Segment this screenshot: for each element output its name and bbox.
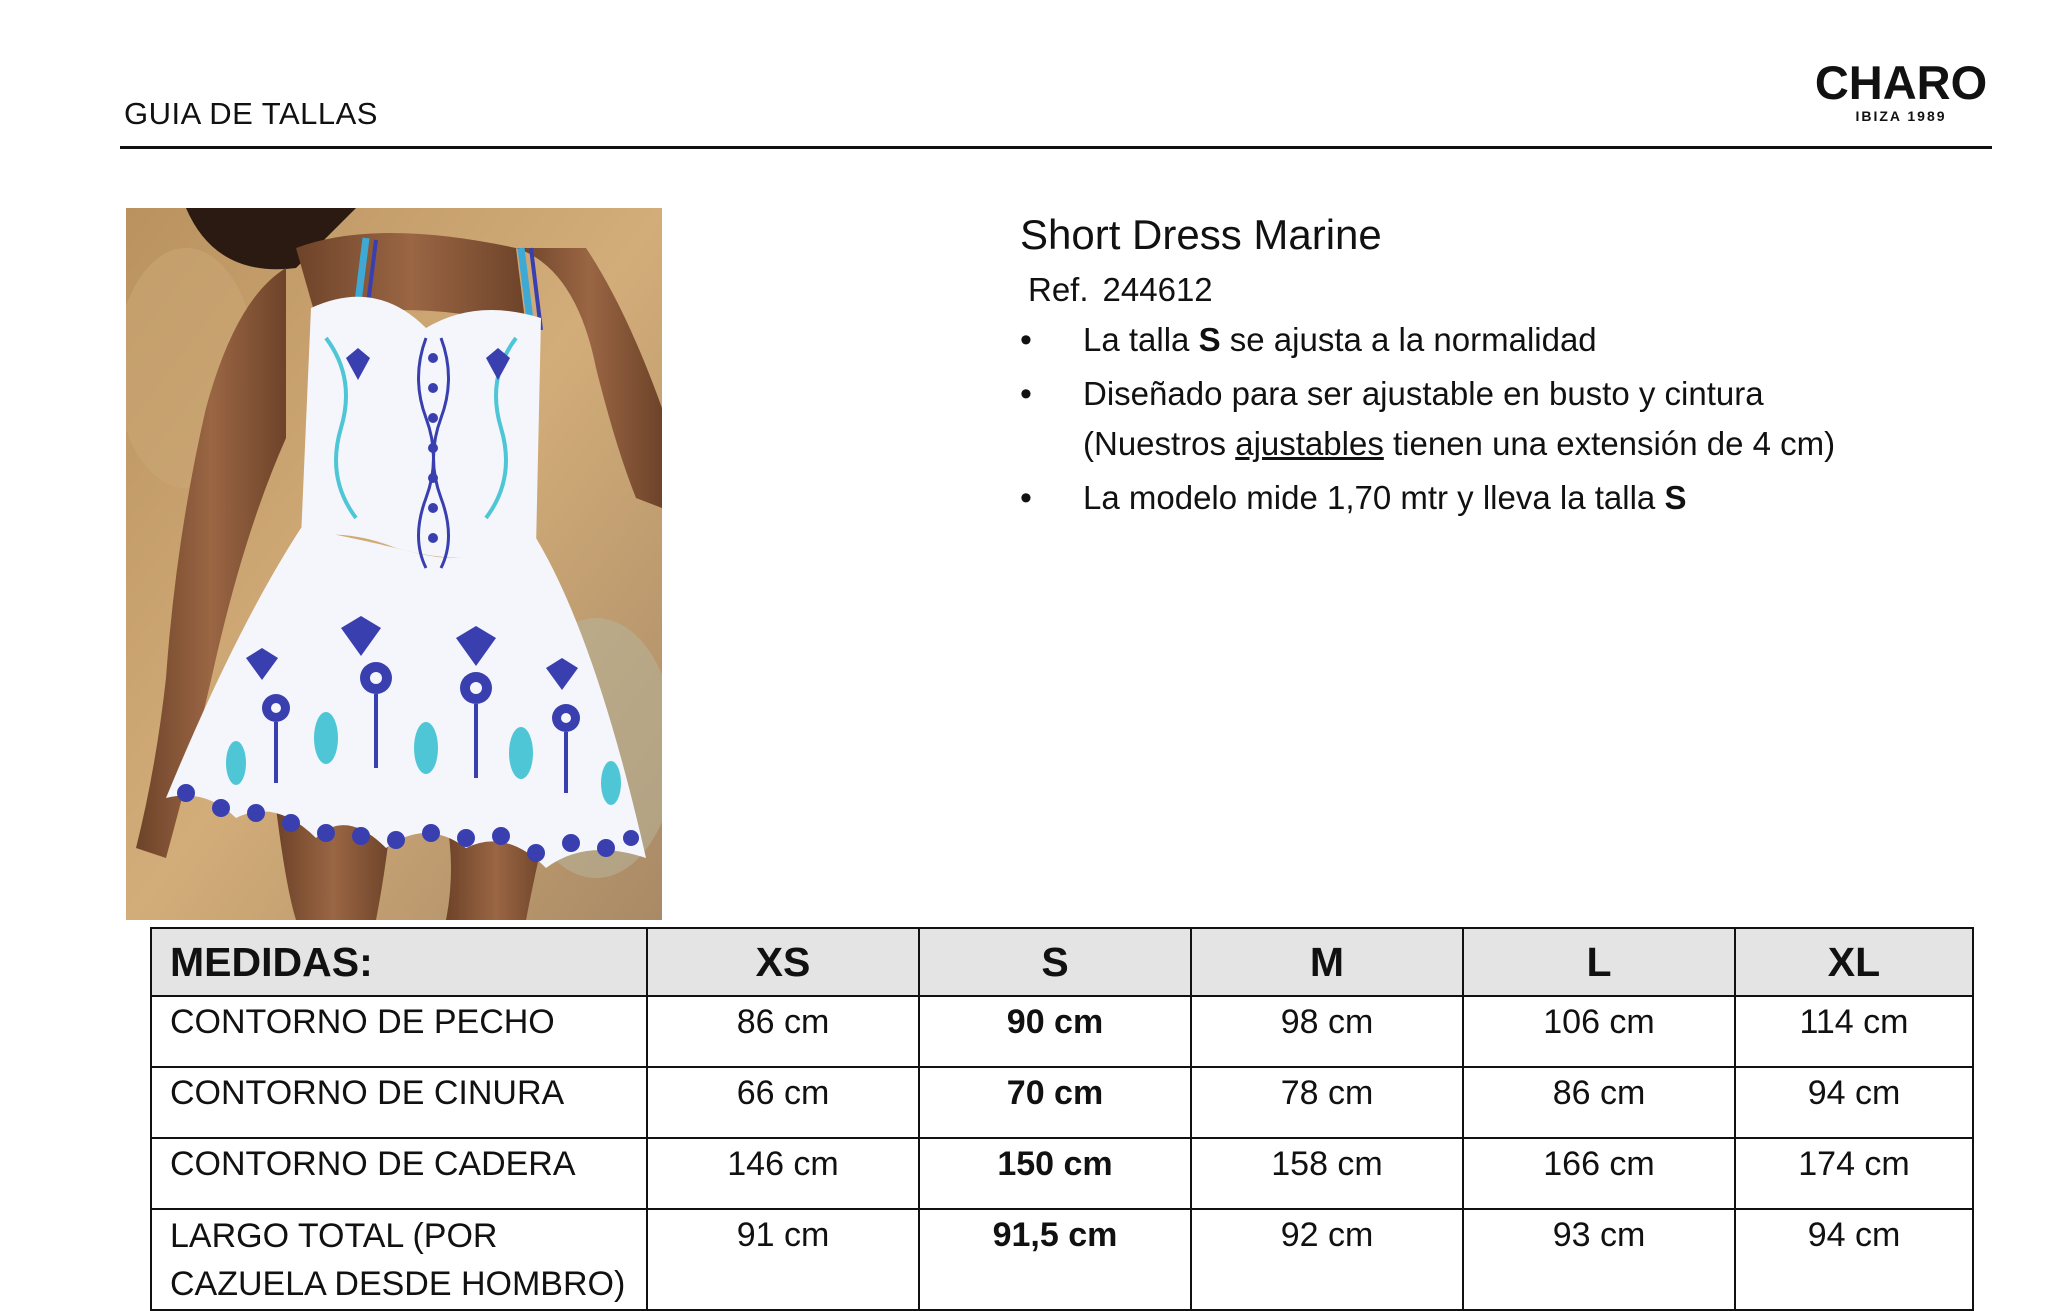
header-size-xs: XS — [647, 928, 919, 996]
header-size-xl: XL — [1735, 928, 1973, 996]
cell-hip-xl: 174 cm — [1735, 1138, 1973, 1209]
cell-waist-xl: 94 cm — [1735, 1067, 1973, 1138]
note-adjustable-underlined: ajustables — [1235, 425, 1384, 462]
note-fit-text-post: se ajusta a la normalidad — [1220, 321, 1597, 358]
note-adjustable — [1020, 369, 1980, 469]
header-size-l: L — [1463, 928, 1735, 996]
product-name: Short Dress Marine — [1020, 211, 1382, 258]
cell-length-l: 93 cm — [1463, 1209, 1735, 1310]
product-notes — [1020, 315, 1980, 523]
size-chart-table — [150, 927, 1974, 1311]
header-divider — [120, 146, 1992, 149]
logo-tagline: IBIZA 1989 — [1855, 108, 1947, 124]
row-label-length — [151, 1209, 647, 1310]
cell-hip-l: 166 cm — [1463, 1138, 1735, 1209]
header-measures: MEDIDAS: — [151, 928, 647, 996]
dress-photo — [126, 208, 662, 920]
product-reference — [1020, 265, 1980, 315]
cell-hip-m: 158 cm — [1191, 1138, 1463, 1209]
cell-waist-l: 86 cm — [1463, 1067, 1735, 1138]
cell-chest-l: 106 cm — [1463, 996, 1735, 1067]
header-size-m: M — [1191, 928, 1463, 996]
note-adjustable-line2-post: tienen una extensión de 4 cm) — [1383, 425, 1836, 462]
row-label-length-line2: CAZUELA DESDE HOMBRO) — [170, 1265, 626, 1303]
cell-chest-m: 98 cm — [1191, 996, 1463, 1067]
row-label-waist: CONTORNO DE CINURA — [151, 1067, 647, 1138]
note-adjustable-line2-pre: (Nuestros — [1083, 425, 1236, 462]
brand-logo — [1812, 56, 1990, 124]
note-fit — [1020, 315, 1980, 365]
table-row — [151, 996, 1973, 1067]
cell-waist-xs: 66 cm — [647, 1067, 919, 1138]
product-info — [1020, 205, 1980, 523]
row-label-hip: CONTORNO DE CADERA — [151, 1138, 647, 1209]
note-model — [1020, 473, 1980, 523]
cell-chest-s: 90 cm — [919, 996, 1191, 1067]
note-model-text: La modelo mide 1,70 mtr y lleva la talla — [1083, 479, 1665, 516]
table-row — [151, 1067, 1973, 1138]
cell-length-xs: 91 cm — [647, 1209, 919, 1310]
note-model-size: S — [1664, 479, 1687, 516]
cell-length-m: 92 cm — [1191, 1209, 1463, 1310]
header-size-s: S — [919, 928, 1191, 996]
cell-hip-s: 150 cm — [919, 1138, 1191, 1209]
cell-waist-m: 78 cm — [1191, 1067, 1463, 1138]
cell-hip-xs: 146 cm — [647, 1138, 919, 1209]
note-adjustable-line2 — [1083, 419, 1980, 469]
note-fit-text-pre: La talla — [1083, 321, 1199, 358]
note-fit-size: S — [1198, 321, 1221, 358]
table-header-row — [151, 928, 1973, 996]
table-row — [151, 1209, 1973, 1310]
row-label-chest: CONTORNO DE PECHO — [151, 996, 647, 1067]
table-row — [151, 1138, 1973, 1209]
cell-length-xl: 94 cm — [1735, 1209, 1973, 1310]
ref-number: 244612 — [1102, 271, 1213, 308]
cell-length-s: 91,5 cm — [919, 1209, 1191, 1310]
cell-chest-xs: 86 cm — [647, 996, 919, 1067]
page-title: GUIA DE TALLAS — [124, 96, 378, 131]
note-adjustable-line1: • Diseñado para ser ajustable en busto y cintura — [1083, 375, 1764, 412]
cell-waist-s: 70 cm — [919, 1067, 1191, 1138]
row-label-length-line1: LARGO TOTAL (POR — [170, 1217, 498, 1255]
logo-wordmark: CHARO — [1814, 56, 1988, 109]
ref-label: Ref. — [1028, 271, 1089, 308]
cell-chest-xl: 114 cm — [1735, 996, 1973, 1067]
